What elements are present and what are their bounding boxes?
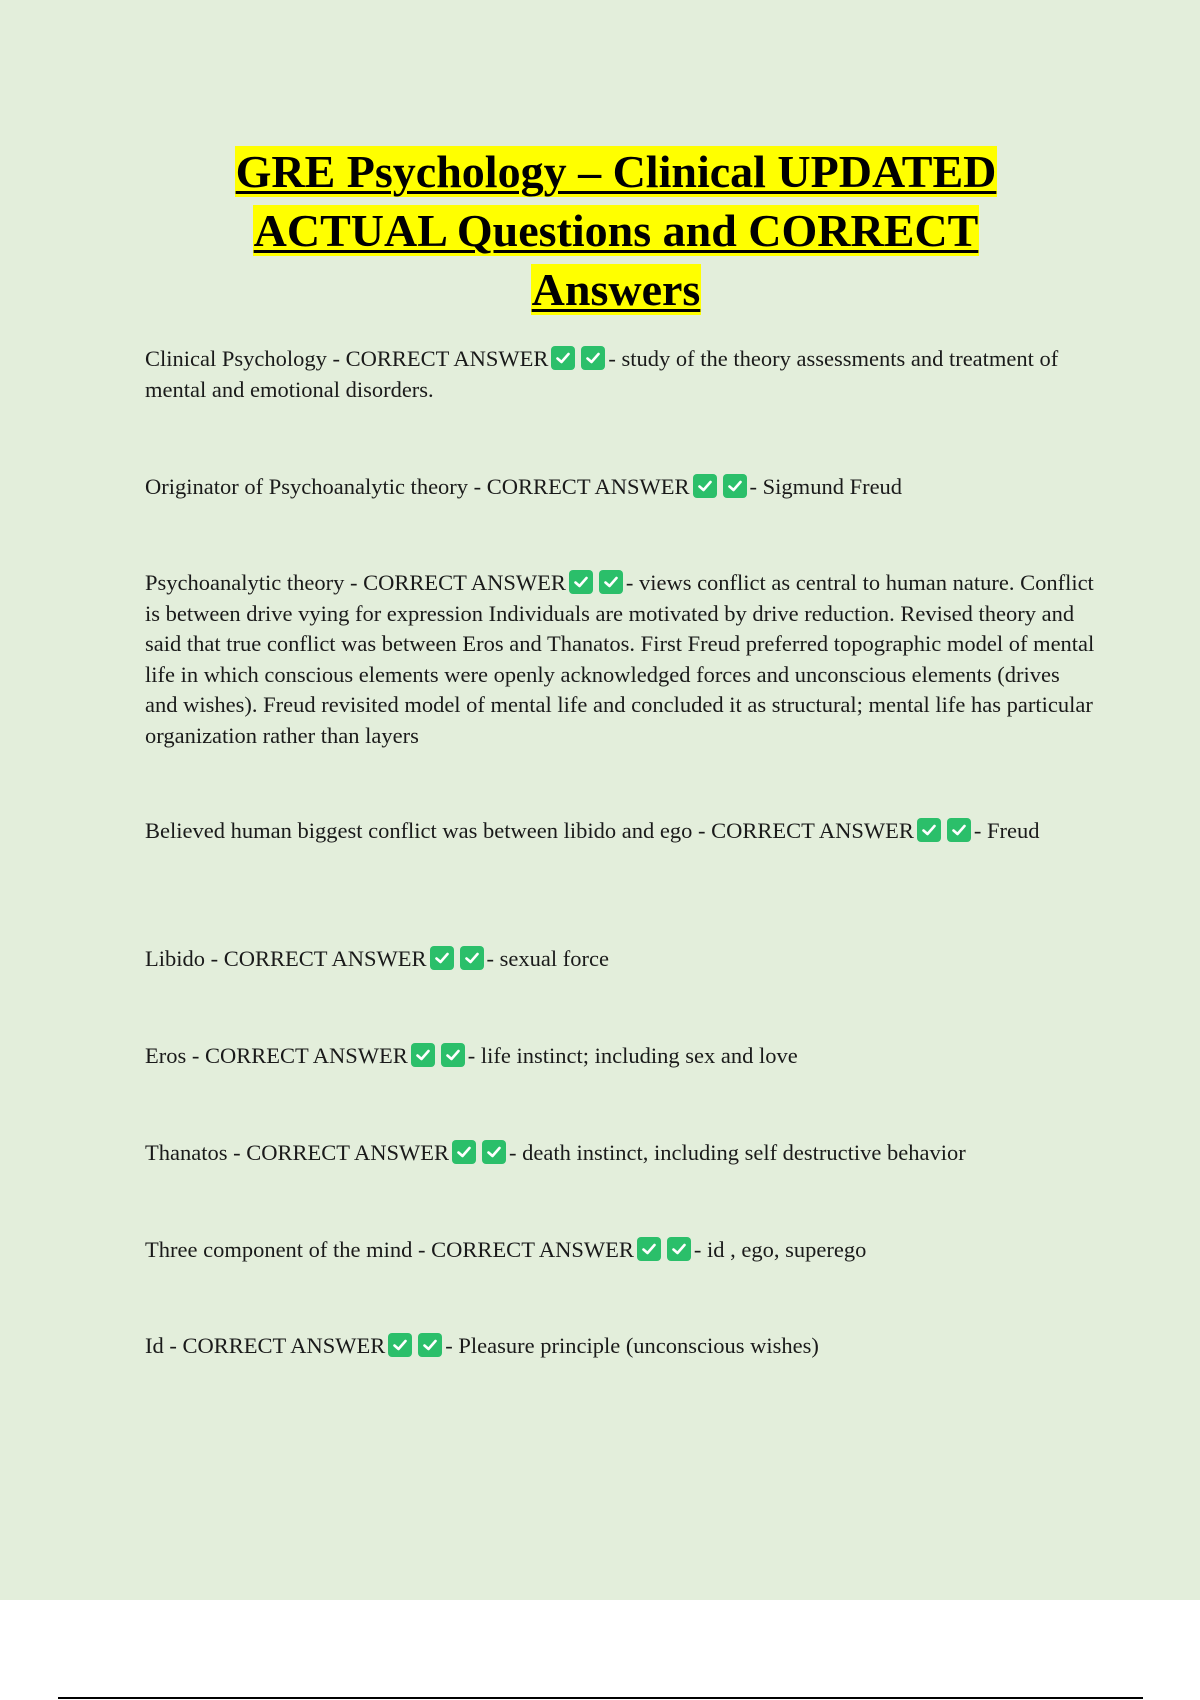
qa-answer: views conflict as central to human nature. Conflict is between drive vying for expression Individuals are motivated by drive reduction. Revised theory and said that true conflict was between Eros and Thanatos. First Freud preferred topographic model of mental life in which conscious elements were openly acknowledged forces and unconscious elements (drives and wishes). Freud revisited model of mental life and concluded it as structural; mental life has particular organization rather than layers xyxy=(145,570,1095,748)
check-mark-icon xyxy=(551,346,575,370)
correct-answer-label: CORRECT ANSWER xyxy=(711,818,914,843)
correct-answer-label: CORRECT ANSWER xyxy=(363,570,566,595)
check-mark-icon xyxy=(637,1237,661,1261)
qa-answer: Freud xyxy=(986,818,1040,843)
qa-term: Believed human biggest conflict was between libido and ego xyxy=(145,818,693,843)
qa-answer: sexual force xyxy=(499,946,609,971)
qa-entry: Believed human biggest conflict was between libido and ego - CORRECT ANSWER - Freud xyxy=(145,818,1040,843)
check-mark-icon xyxy=(430,946,454,970)
check-mark-icon xyxy=(667,1237,691,1261)
document-title xyxy=(145,142,1087,319)
qa-entry: Psychoanalytic theory - CORRECT ANSWER - views conflict as central to human nature. Conflict is between drive vying for expression Individuals are motivated by drive reduction. Revised theory and said that true conflict was between Eros and Thanatos. First Freud preferred topographic model of mental life in which conscious elements were openly acknowledged forces and unconscious elements (drives and wishes). Freud revisited model of mental life and concluded it as structural; mental life has particular organization rather than layers xyxy=(145,570,1095,748)
check-mark-icon xyxy=(581,346,605,370)
qa-answer: Sigmund Freud xyxy=(762,474,903,499)
qa-answer: death instinct, including self destructive behavior xyxy=(522,1140,966,1165)
check-mark-icon xyxy=(418,1333,442,1357)
check-mark-icon xyxy=(917,818,941,842)
qa-term: Originator of Psychoanalytic theory xyxy=(145,474,469,499)
qa-term: Three component of the mind xyxy=(145,1237,413,1262)
correct-answer-label: CORRECT ANSWER xyxy=(205,1043,408,1068)
qa-entry: Originator of Psychoanalytic theory - CORRECT ANSWER - Sigmund Freud xyxy=(145,474,903,499)
check-mark-icon xyxy=(452,1140,476,1164)
title-line-3: Answers xyxy=(531,264,701,315)
qa-entry: Id - CORRECT ANSWER - Pleasure principle (unconscious wishes) xyxy=(145,1333,819,1358)
qa-entry: Clinical Psychology - CORRECT ANSWER - study of the theory assessments and treatment of mental and emotional disorders. xyxy=(145,346,1059,402)
check-mark-icon xyxy=(723,474,747,498)
qa-entry: Three component of the mind - CORRECT ANSWER - id , ego, superego xyxy=(145,1237,867,1262)
correct-answer-label: CORRECT ANSWER xyxy=(223,946,427,971)
check-mark-icon xyxy=(460,946,484,970)
title-line-2: ACTUAL Questions and CORRECT xyxy=(253,205,979,256)
qa-answer: Pleasure principle (unconscious wishes) xyxy=(458,1333,819,1358)
check-mark-icon xyxy=(411,1043,435,1067)
check-mark-icon xyxy=(441,1043,465,1067)
check-mark-icon xyxy=(693,474,717,498)
check-mark-icon xyxy=(947,818,971,842)
correct-answer-label: CORRECT ANSWER xyxy=(345,346,549,371)
correct-answer-label: CORRECT ANSWER xyxy=(246,1140,449,1165)
qa-entry: Thanatos - CORRECT ANSWER - death instinct, including self destructive behavior xyxy=(145,1140,966,1165)
qa-entry: Libido - CORRECT ANSWER - sexual force xyxy=(145,946,609,971)
qa-term: Libido xyxy=(145,946,205,971)
qa-term: Thanatos xyxy=(145,1140,228,1165)
qa-term: Id xyxy=(145,1333,164,1358)
qa-entry: Eros - CORRECT ANSWER - life instinct; including sex and love xyxy=(145,1043,798,1068)
check-mark-icon xyxy=(388,1333,412,1357)
title-line-1: GRE Psychology – Clinical UPDATED xyxy=(235,146,997,197)
check-mark-icon xyxy=(482,1140,506,1164)
qa-answer: id , ego, superego xyxy=(707,1237,867,1262)
qa-answer: life instinct; including sex and love xyxy=(480,1043,798,1068)
check-mark-icon xyxy=(569,570,593,594)
qa-answer: study of the theory assessments and treatment of mental and emotional disorders. xyxy=(145,346,1059,402)
qa-term: Clinical Psychology xyxy=(145,346,327,371)
qa-term: Psychoanalytic theory xyxy=(145,570,345,595)
correct-answer-label: CORRECT ANSWER xyxy=(486,474,690,499)
correct-answer-label: CORRECT ANSWER xyxy=(431,1237,634,1262)
qa-term: Eros xyxy=(145,1043,187,1068)
check-mark-icon xyxy=(599,570,623,594)
footer-divider xyxy=(58,1697,1143,1699)
correct-answer-label: CORRECT ANSWER xyxy=(182,1333,386,1358)
